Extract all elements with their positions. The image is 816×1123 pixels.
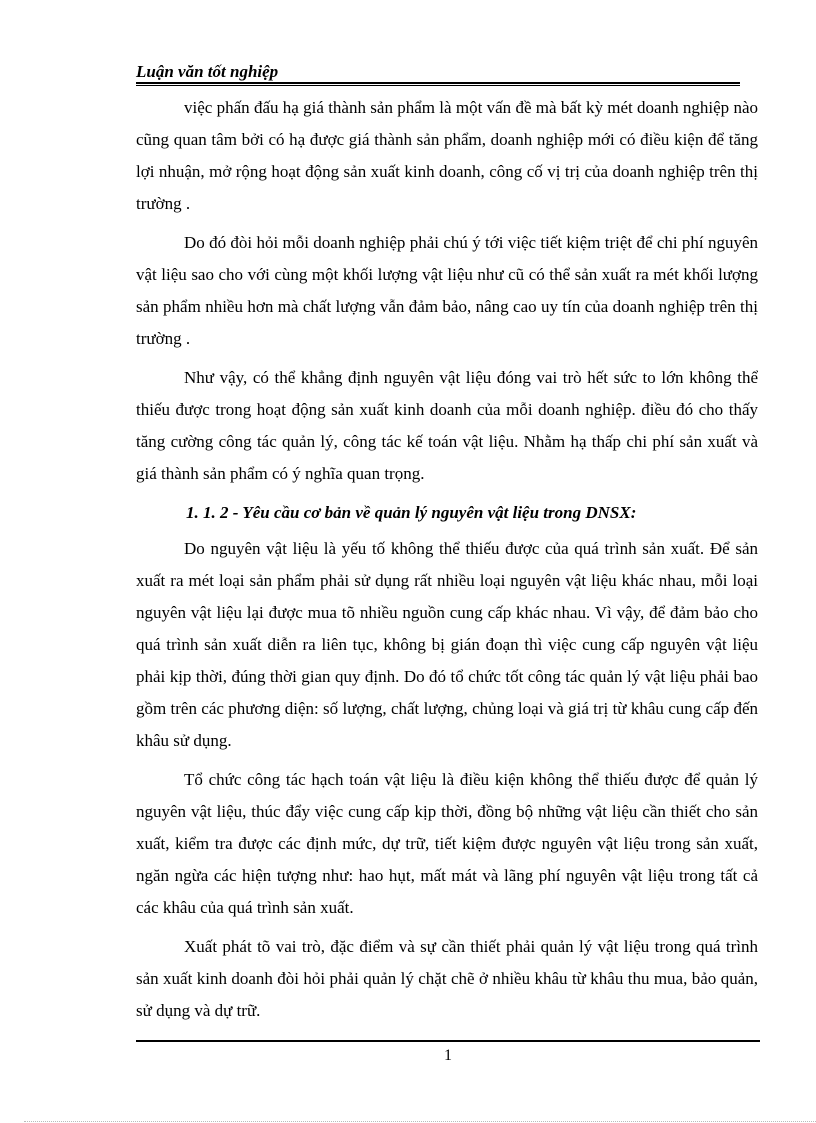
footer-rule bbox=[136, 1040, 760, 1042]
page-bottom-dotted-edge bbox=[24, 1121, 816, 1122]
paragraph-3: Như vậy, có thể khẳng định nguyên vật liệu đóng vai trò hết sức to lớn không thể thiếu được trong hoạt động sản xuất kinh doanh của mỗi doanh nghiệp. điều đó cho thấy tăng cường công tác quản lý, công tác kế toán vật liệu. Nhằm hạ thấp chi phí sản xuất và giá thành sản phẩm có ý nghĩa quan trọng. bbox=[136, 368, 758, 483]
section-paragraph-2: Tổ chức công tác hạch toán vật liệu là điều kiện không thể thiếu được để quản lý nguyên vật liệu, thúc đẩy việc cung cấp kịp thời, đồng bộ những vật liệu cần thiết cho sản xuất, kiểm tra được các định mức, dự trữ, tiết kiệm được nguyên vật liệu trong sản xuất, ngăn ngừa các hiện tượng như: hao hụt, mất mát và lãng phí nguyên vật liệu trong tất cả các khâu của quá trình sản xuất. bbox=[136, 770, 758, 917]
section-heading: 1. 1. 2 - Yêu cầu cơ bản về quản lý nguyên vật liệu trong DNSX: bbox=[186, 503, 637, 522]
running-header-title: Luận văn tốt nghiệp bbox=[136, 62, 279, 81]
page-number: 1 bbox=[444, 1047, 452, 1064]
header-rule bbox=[136, 82, 740, 86]
body-text bbox=[136, 92, 758, 1034]
paragraph-2: Do đó đòi hỏi mỗi doanh nghiệp phải chú ý tới việc tiết kiệm triệt để chi phí nguyên vật liệu sao cho với cùng một khối lượng vật liệu như cũ có thể sản xuất ra mét khối lượng sản phẩm nhiều hơn mà chất lượng vẫn đảm bảo, nâng cao uy tín của doanh nghiệp trên thị trường . bbox=[136, 233, 758, 348]
section-paragraph-3: Xuất phát tõ vai trò, đặc điểm và sự cần thiết phải quản lý vật liệu trong quá trình sản xuất kinh doanh đòi hỏi phải quản lý chặt chẽ ở nhiều khâu từ khâu thu mua, bảo quản, sử dụng và dự trữ. bbox=[136, 937, 758, 1020]
section-paragraph-1: Do nguyên vật liệu là yếu tố không thể thiếu được của quá trình sản xuất. Để sản xuất ra mét loại sản phẩm phải sử dụng rất nhiều loại nguyên vật liệu khác nhau, mỗi loại nguyên vật liệu lại được mua tõ nhiều nguồn cung cấp khác nhau. Vì vậy, để đảm bảo cho quá trình sản xuất diễn ra liên tục, không bị gián đoạn thì việc cung cấp nguyên vật liệu phải kịp thời, đúng thời gian quy định. Do đó tổ chức tốt công tác quản lý vật liệu phải bao gồm trên các phương diện: số lượng, chất lượng, chủng loại và giá trị từ khâu cung cấp đến khâu sử dụng. bbox=[136, 539, 758, 750]
paragraph-1: việc phấn đấu hạ giá thành sản phẩm là một vấn đề mà bất kỳ mét doanh nghiệp nào cũng quan tâm bởi có hạ được giá thành sản phẩm, doanh nghiệp mới có điều kiện để tăng lợi nhuận, mở rộng hoạt động sản xuất kinh doanh, công cố vị trị của doanh nghiệp trên thị trường . bbox=[136, 98, 758, 213]
